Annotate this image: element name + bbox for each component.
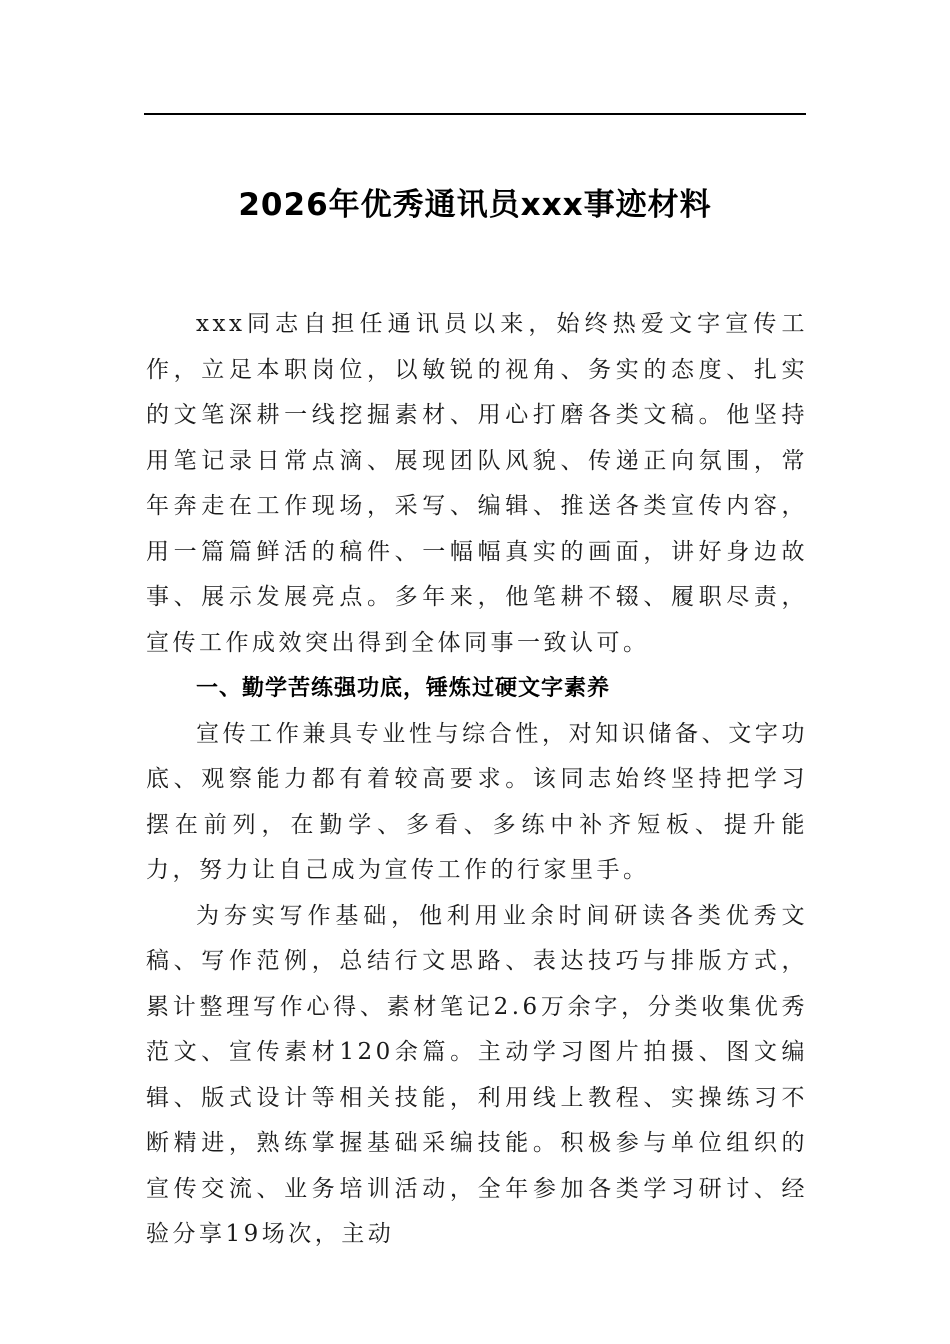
document-body [146, 302, 808, 1258]
body-paragraph: 宣传工作兼具专业性与综合性，对知识储备、文字功底、观察能力都有着较高要求。该同志始终坚持把学习摆在前列，在勤学、多看、多练中补齐短板、提升能力，努力让自己成为宣传工作的行家里手。 [146, 720, 808, 883]
header-rule [144, 113, 806, 115]
intro-paragraph: xxx同志自担任通讯员以来，始终热爱文字宣传工作，立足本职岗位，以敏锐的视角、务实的态度、扎实的文笔深耕一线挖掘素材、用心打磨各类文稿。他坚持用笔记录日常点滴、展现团队风貌、传递正向氛围，常年奔走在工作现场，采写、编辑、推送各类宣传内容，用一篇篇鲜活的稿件、一幅幅真实的画面，讲好身边故事、展示发展亮点。多年来，他笔耕不辍、履职尽责，宣传工作成效突出得到全体同事一致认可。 [146, 311, 808, 656]
section-heading: 一、勤学苦练强功底，锤炼过硬文字素养 [196, 676, 611, 701]
document-title: 2026年优秀通讯员xxx事迹材料 [238, 186, 712, 223]
body-paragraph: 为夯实写作基础，他利用业余时间研读各类优秀文稿、写作范例，总结行文思路、表达技巧与排版方式，累计整理写作心得、素材笔记2.6万余字，分类收集优秀范文、宣传素材120余篇。主动学习图片拍摄、图文编辑、版式设计等相关技能，利用线上教程、实操练习不断精进，熟练掌握基础采编技能。积极参与单位组织的宣传交流、业务培训活动，全年参加各类学习研讨、经验分享19场次，主动 [146, 902, 808, 1247]
